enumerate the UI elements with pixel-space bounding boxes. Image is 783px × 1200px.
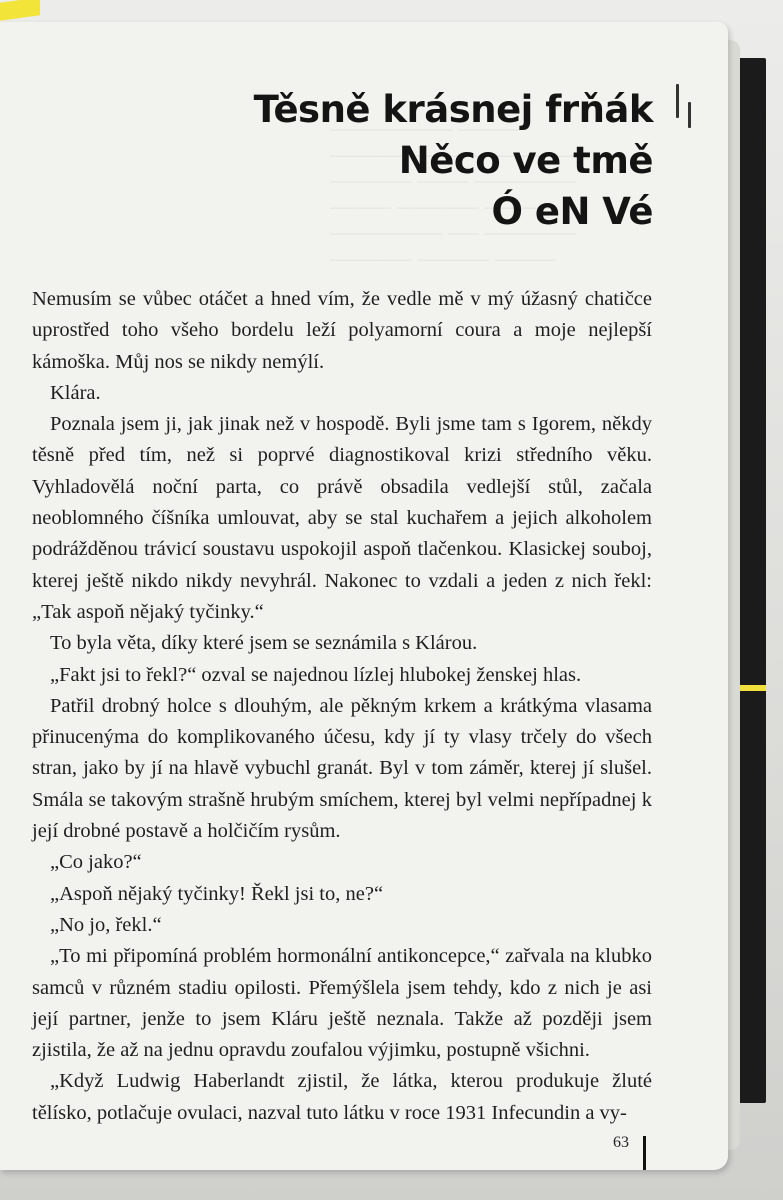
margin-mark	[688, 102, 691, 128]
paragraph: „Aspoň nějaký tyčinky! Řekl jsi to, ne?“	[50, 882, 384, 905]
paragraph: „To mi připomíná problém hormonální antikoncepce,“ zařvala na klubko samců v různém stadiu opilosti. Přemýšlela jsem tehdy, kdo z nich je asi její partner, jenže to jsem Kláru ještě neznala. Takže až později jsem zjistila, že až na jednu opravdu zoufalou výjimku, postupně všichni.	[32, 945, 652, 1062]
paragraph: Klára.	[50, 381, 101, 404]
margin-mark	[676, 84, 679, 118]
paragraph: „Fakt jsi to řekl?“ ozval se najednou lízlej hlubokej ženskej hlas.	[50, 663, 582, 686]
yellow-page-marker	[736, 685, 766, 691]
chapter-title-line: Něco ve tmě	[398, 139, 653, 182]
paragraph: Poznala jsem ji, jak jinak než v hospodě. Byli jsme tam s Igorem, někdy těsně před tím, než si poprvé diagnostikoval krizi středního věku. Vyhladovělá noční parta, co právě obsadila vedlejší stůl, začala neoblomného číšníka umlouvat, aby se stal kuchařem a jejich alkoholem podrážděnou trávicí soustavu uspokojil aspoň tlačenkou. Klasickej souboj, kterej ještě nikdo nikdy nevyhrál. Nakonec to vzdali a jeden z nich řekl: „Tak aspoň nějaký tyčinky.“	[32, 413, 652, 623]
chapter-body	[32, 284, 652, 1129]
book-page	[0, 22, 728, 1170]
paragraph: Patřil drobný holce s dlouhým, ale pěkným krkem a krátkýma vlasama přinucenýma do komplikovaného účesu, kdy jí ty vlasy trčely do všech stran, jako by jí na hlavě vybuchl granát. Byl v tom záměr, kterej jí slušel. Smála se takovým strašně hrubým smíchem, kterej byl velmi nepřípadnej k její drobné postavě a holčičím rysům.	[32, 694, 652, 843]
paragraph: „Když Ludwig Haberlandt zjistil, že látka, kterou produkuje žluté tělísko, potlačuje ovulaci, nazval tuto látku v roce 1931 Infecundin a vy-	[32, 1070, 652, 1124]
chapter-title-line: Těsně krásnej frňák	[253, 88, 653, 131]
page-number: 63	[613, 1134, 629, 1151]
paragraph: „Co jako?“	[50, 851, 142, 874]
page-number-rule	[643, 1136, 646, 1170]
paragraph: Nemusím se vůbec otáčet a hned vím, že vedle mě v mý úžasný chatičce uprostřed toho všeho bordelu leží polyamorní coura a moje nejlepší kámoška. Můj nos se nikdy nemýlí.	[32, 288, 652, 373]
paragraph: To byla věta, díky které jsem se seznámila s Klárou.	[50, 632, 478, 655]
chapter-title	[254, 84, 653, 237]
chapter-title-line: Ó eN Vé	[491, 190, 653, 233]
paragraph: „No jo, řekl.“	[50, 913, 162, 936]
